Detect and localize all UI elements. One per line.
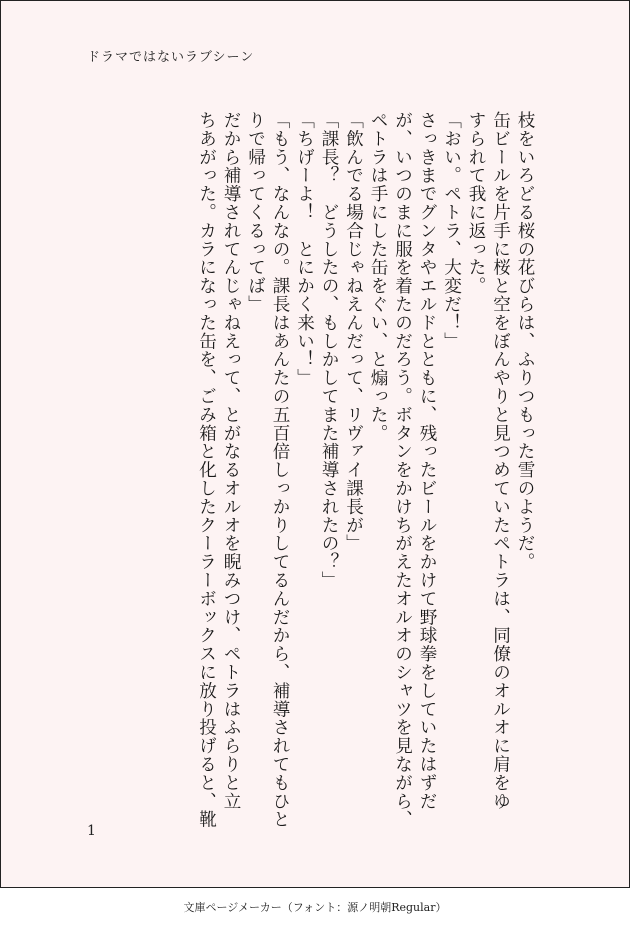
text-line: りで帰ってくるってば」 (245, 111, 266, 314)
text-line: すられて我に返った。 (466, 111, 486, 295)
text-line: 缶ビールを片手に桜と空をぼんやりと見つめていたペトラは、同僚のオルオに肩をゆ (490, 111, 511, 811)
text-line: 枝をいろどる桜の花びらは、ふりつもった雪のようだ。 (515, 111, 535, 571)
text-line: が、いつのまに服を着たのだろう。ボタンをかけちがえたオルオのシャツを見ながら、 (392, 111, 413, 829)
text-line: ちあがった。カラになった缶を、ごみ箱と化したクーラーボックスに放り投げると、靴 (196, 111, 217, 829)
text-line: 「ちげーよ！ とにかく来い！」 (294, 111, 315, 387)
text-line: 「課長？ どうしたの、もしかしてまた補導されたの？」 (319, 111, 339, 590)
text-line: 「飲んでる場合じゃねえんだって、リヴァイ課長が」 (343, 111, 364, 553)
text-line: だから補導されてんじゃねえって、とがなるオルオを睨みつけ、ペトラはふらりと立 (221, 111, 241, 811)
text-line: ペトラは手にした缶をぐい、と煽った。 (368, 111, 388, 443)
text-line: 「おい。ペトラ、大変だ！」 (441, 111, 462, 351)
text-line: さっきまでグンタやエルドとともに、残ったビールをかけて野球拳をしていたはずだ (417, 111, 437, 811)
footer-credit: 文庫ページメーカー（フォント：源ノ明朝Regular） (183, 901, 447, 914)
text-line: 「もう、なんなの。課長はあんたの五百倍しっかりしてるんだから、補導されてもひと (270, 111, 290, 829)
vertical-body-text (194, 111, 537, 829)
page-header-title: ドラマではないラブシーン (87, 50, 255, 65)
page-number: 1 (87, 823, 96, 839)
